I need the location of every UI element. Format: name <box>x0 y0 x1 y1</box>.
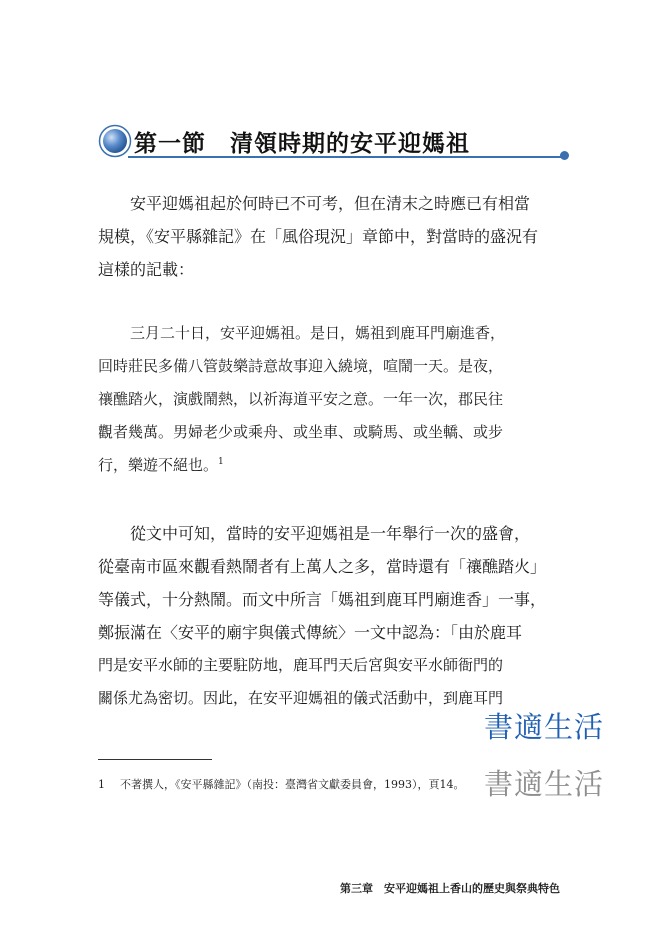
watermark-gray: 書適生活 <box>484 767 605 801</box>
quote-line-2: 回時莊民多備八管鼓樂詩意故事迎入繞境，喧鬧一天。是夜， <box>98 357 504 375</box>
sphere-bullet-icon <box>98 124 132 158</box>
footnote-divider <box>98 759 212 760</box>
body-line-3: 等儀式，十分熱鬧。而文中所言「媽祖到鹿耳門廟進香」一事， <box>98 590 547 609</box>
block-quote <box>98 317 578 482</box>
intro-paragraph <box>98 187 578 286</box>
quote-line-4: 觀者幾萬。男婦老少或乘舟、或坐車、或騎馬、或坐轎、或步 <box>98 423 504 441</box>
body-line-1: 從文中可知，當時的安平迎媽祖是一年舉行一次的盛會， <box>130 524 531 543</box>
intro-line-1: 安平迎媽祖起於何時已不可考，但在清末之時應已有相當 <box>130 194 531 213</box>
running-footer: 第三章 安平迎媽祖上香山的歷史與祭典特色 <box>340 882 560 895</box>
quote-line-1: 三月二十日，安平迎媽祖。是日，媽祖到鹿耳門廟進香， <box>130 324 506 342</box>
section-title: 第一節 清領時期的安平迎媽祖 <box>134 130 470 157</box>
heading-underline <box>128 156 562 158</box>
quote-line-3: 禳醮踏火，演戲鬧熱，以祈海道平安之意。一年一次，郡民往 <box>98 390 504 408</box>
footnote-text: 不著撰人，《安平縣雜記》（南投：臺灣省文獻委員會，1993），頁14。 <box>120 778 465 791</box>
heading-end-dot <box>560 151 569 160</box>
watermark-blue: 書適生活 <box>484 710 605 744</box>
body-quote-line-1: 門是安平水師的主要駐防地，鹿耳門天后宮與安平水師衙門的 <box>98 656 504 674</box>
body-line-4: 鄭振滿在〈安平的廟宇與儀式傳統〉一文中認為：「由於鹿耳 <box>98 623 523 642</box>
footnote-ref: 1 <box>218 457 224 467</box>
intro-line-2: 規模，《安平縣雜記》在「風俗現況」章節中，對當時的盛況有 <box>98 227 539 246</box>
body-quote-line-2: 關係尤為密切。因此，在安平迎媽祖的儀式活動中，到鹿耳門 <box>98 689 504 707</box>
footnote-number: 1 <box>98 778 105 791</box>
section-heading <box>98 122 568 162</box>
body-paragraph <box>98 517 578 715</box>
quote-line-5 <box>98 449 578 482</box>
body-line-2: 從臺南市區來觀看熱鬧者有上萬人之多，當時還有「禳醮踏火」 <box>98 557 547 576</box>
quote-last-text: 行，樂遊不絕也。 <box>98 456 219 474</box>
intro-line-3: 這樣的記載： <box>98 260 195 279</box>
footnote <box>98 776 465 792</box>
